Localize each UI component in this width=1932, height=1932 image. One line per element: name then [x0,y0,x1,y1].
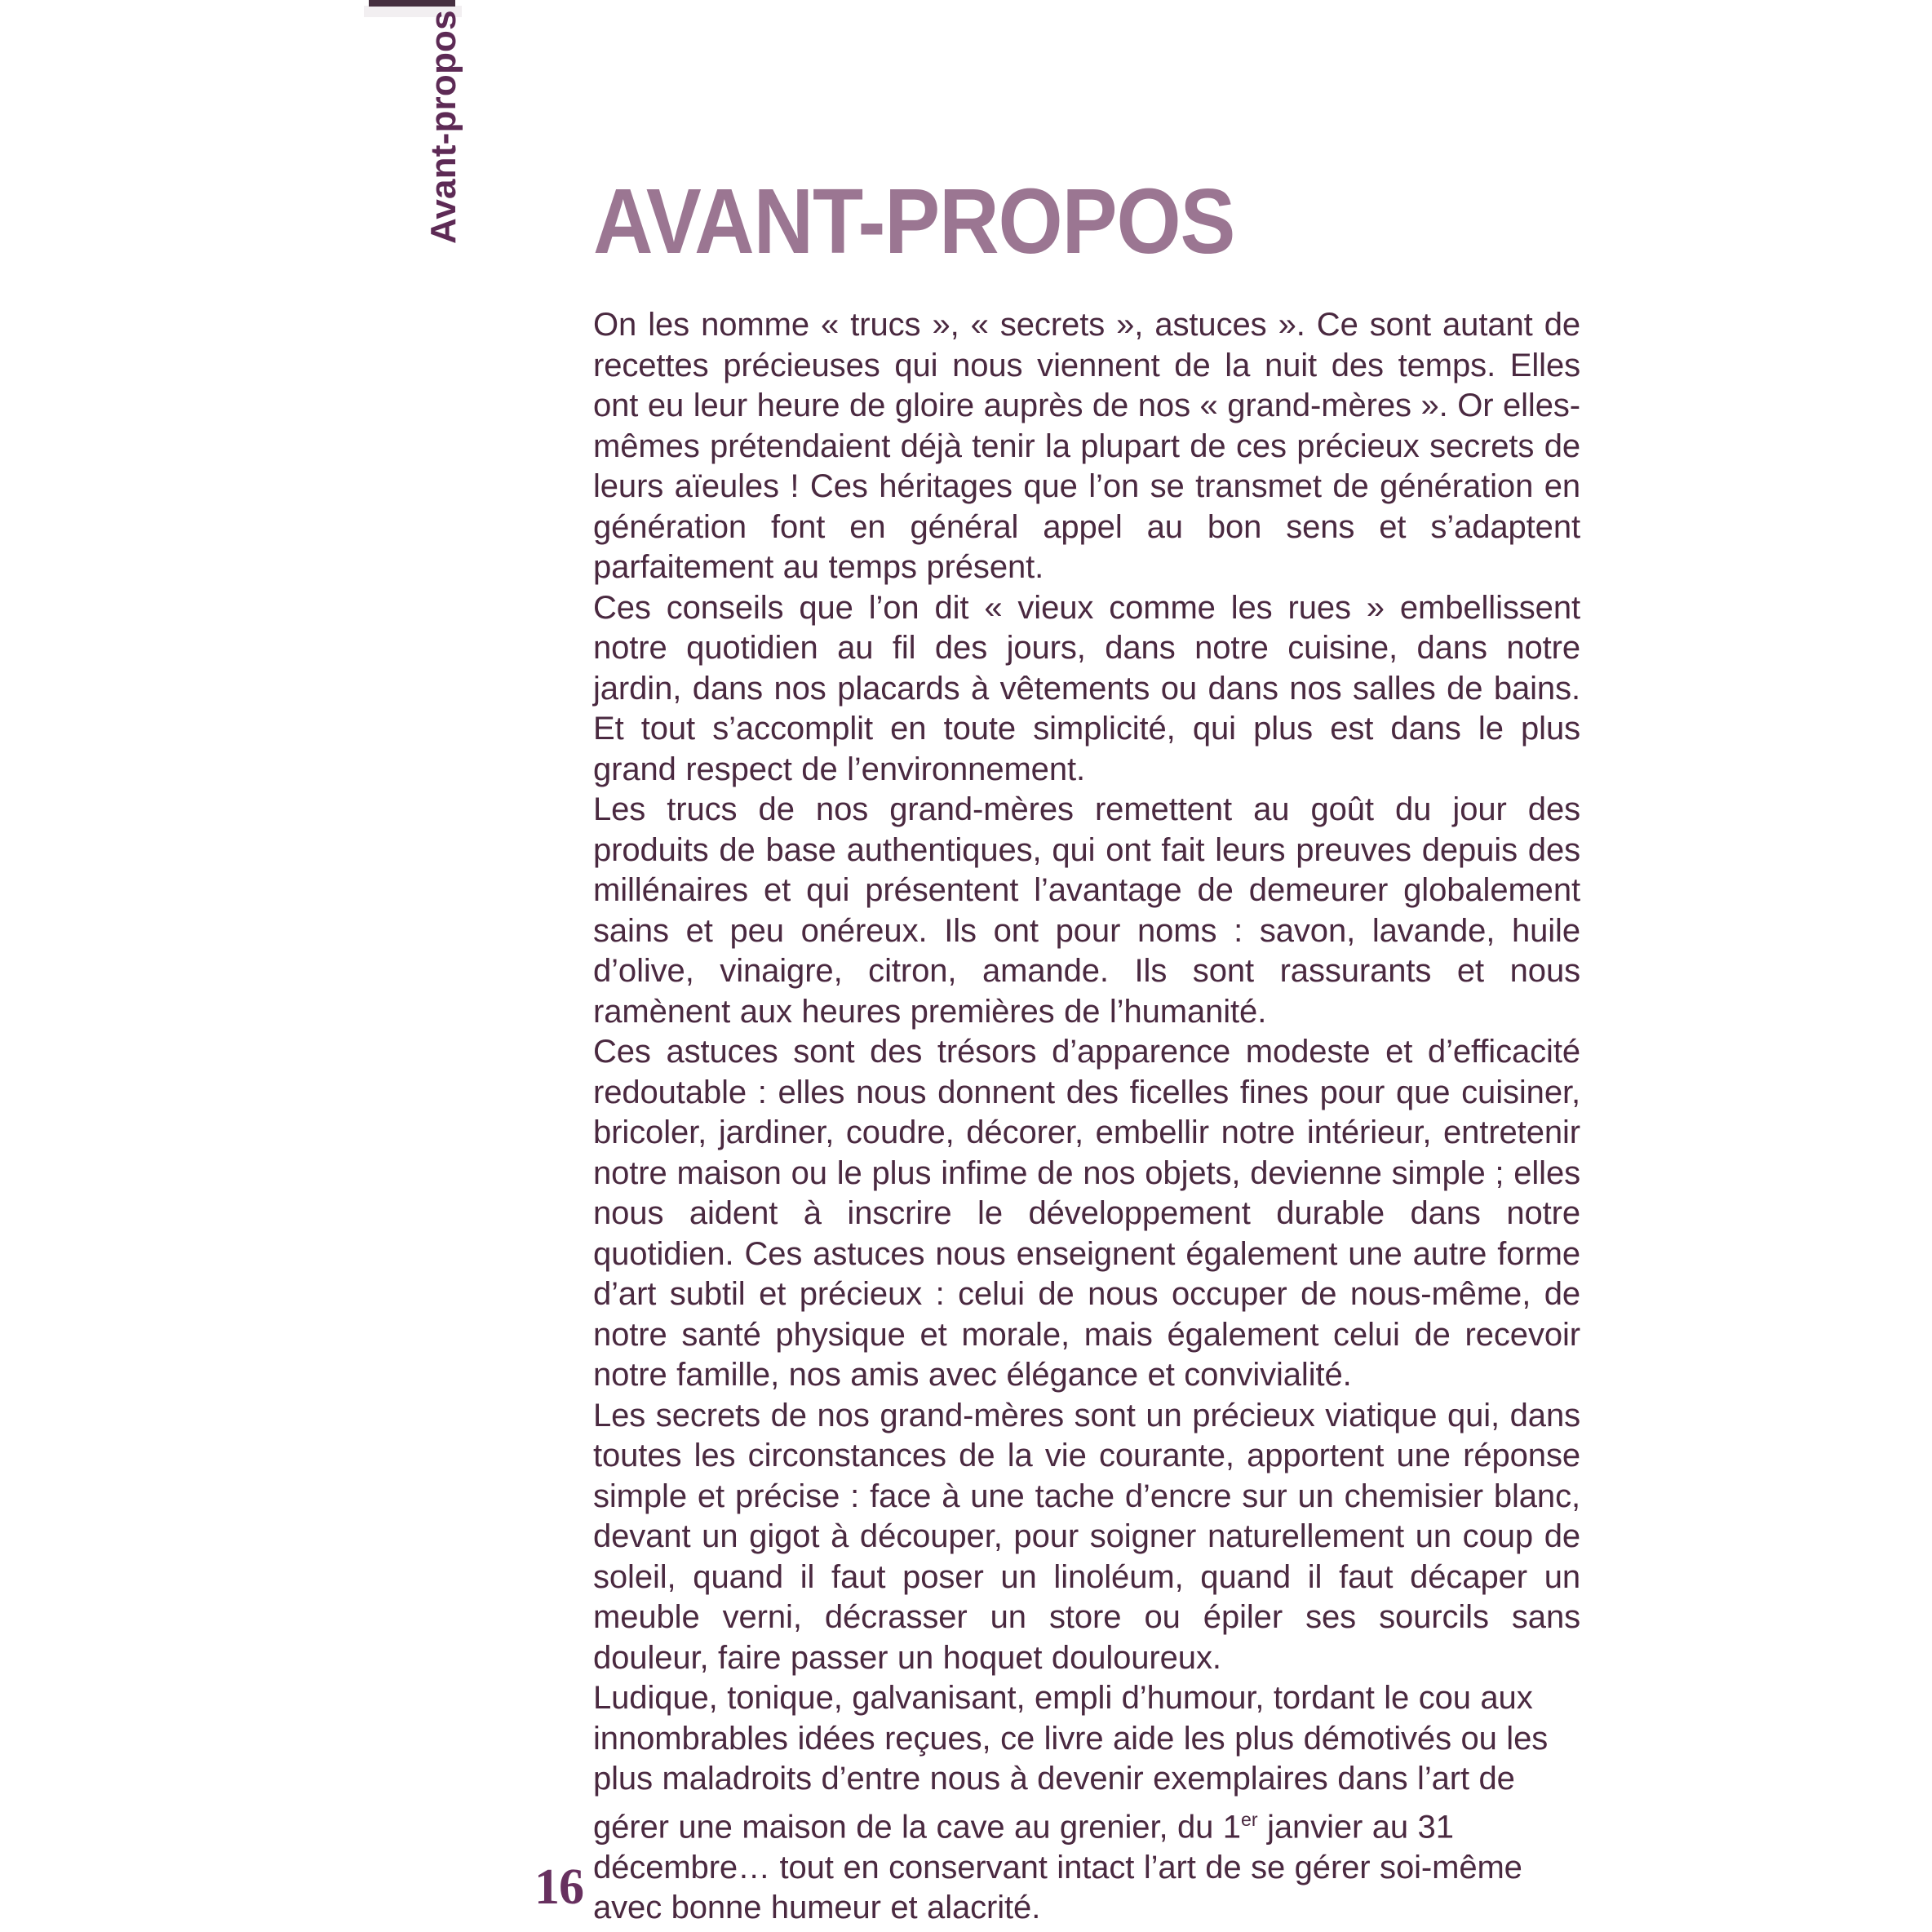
paragraph-6-text-after-ordinal: janvier au 31 décembre… tout en conservant intact l’art de se gérer soi-même avec bonne humeur et alacrité. [593,1809,1522,1926]
running-head-label: Avant-propos [423,10,463,244]
text-column [593,170,1580,1929]
paragraph-1: On les nomme « trucs », « secrets », astuces ». Ce sont autant de recettes précieuses qui nous viennent de la nuit des temps. Elles ont eu leur heure de gloire auprès de nos « grand-mères ». Or elles-mêmes prétendaient déjà tenir la plupart de ces précieux secrets de leurs aïeules ! Ces héritages que l’on se transmet de génération en génération font en général appel au bon sens et s’adaptent parfaitement au temps présent. [593,307,1580,586]
paragraph-3: Les trucs de nos grand-mères remettent au goût du jour des produits de base authentiques, qui ont fait leurs preuves depuis des millénaires et qui présentent l’avantage de demeurer globalement sains et peu onéreux. Ils ont pour noms : savon, lavande, huile d’olive, vinaigre, citron, amande. Ils sont rassurants et nous ramènent aux heures premières de l’humanité. [593,791,1580,1030]
paragraph-4: Ces astuces sont des trésors d’apparence modeste et d’efficacité redoutable : elles nous donnent des ficelles fines pour que cuisiner, bricoler, jardiner, coudre, décorer, embellir notre intérieur, entretenir notre maison ou le plus infime de nos objets, devienne simple ; elles nous aident à inscrire le développement durable dans notre quotidien. Ces astuces nous enseignent également une autre forme d’art subtil et précieux : celui de nous occuper de nous-même, de notre santé physique et morale, mais également celui de recevoir notre famille, nos amis avec élégance et convivialité. [593,1034,1580,1394]
page-number: 16 [534,1859,583,1915]
paragraph-6 [593,1678,1580,1928]
running-head-tab [418,0,470,244]
page-title: AVANT-PROPOS [593,170,1235,273]
paragraph-6-text-before-ordinal: Ludique, tonique, galvanisant, empli d’humour, tordant le cou aux innombrables idées reçues, ce livre aide les plus démotivés ou les plus maladroits d’entre nous à devenir exemplaires dans l’art de gérer une maison de la cave au grenier, du 1 [593,1680,1549,1846]
paragraph-2: Ces conseils que l’on dit « vieux comme les rues » embellissent notre quotidien au fil des jours, dans notre cuisine, dans notre jardin, dans nos placards à vêtements ou dans nos salles de bains. Et tout s’accomplit en toute simplicité, qui plus est dans le plus grand respect de l’environnement. [593,589,1580,787]
paragraph-5: Les secrets de nos grand-mères sont un précieux viatique qui, dans toutes les circonstances de la vie courante, apportent une réponse simple et précise : face à une tache d’encre sur un chemisier blanc, devant un gigot à découper, pour soigner naturellement un coup de soleil, quand il faut poser un linoléum, quand il faut décaper un meuble verni, décrasser un store ou épiler ses sourcils sans douleur, faire passer un hoquet douloureux. [593,1397,1580,1676]
body-text [593,305,1580,1928]
ordinal-suffix: er [1240,1808,1258,1830]
